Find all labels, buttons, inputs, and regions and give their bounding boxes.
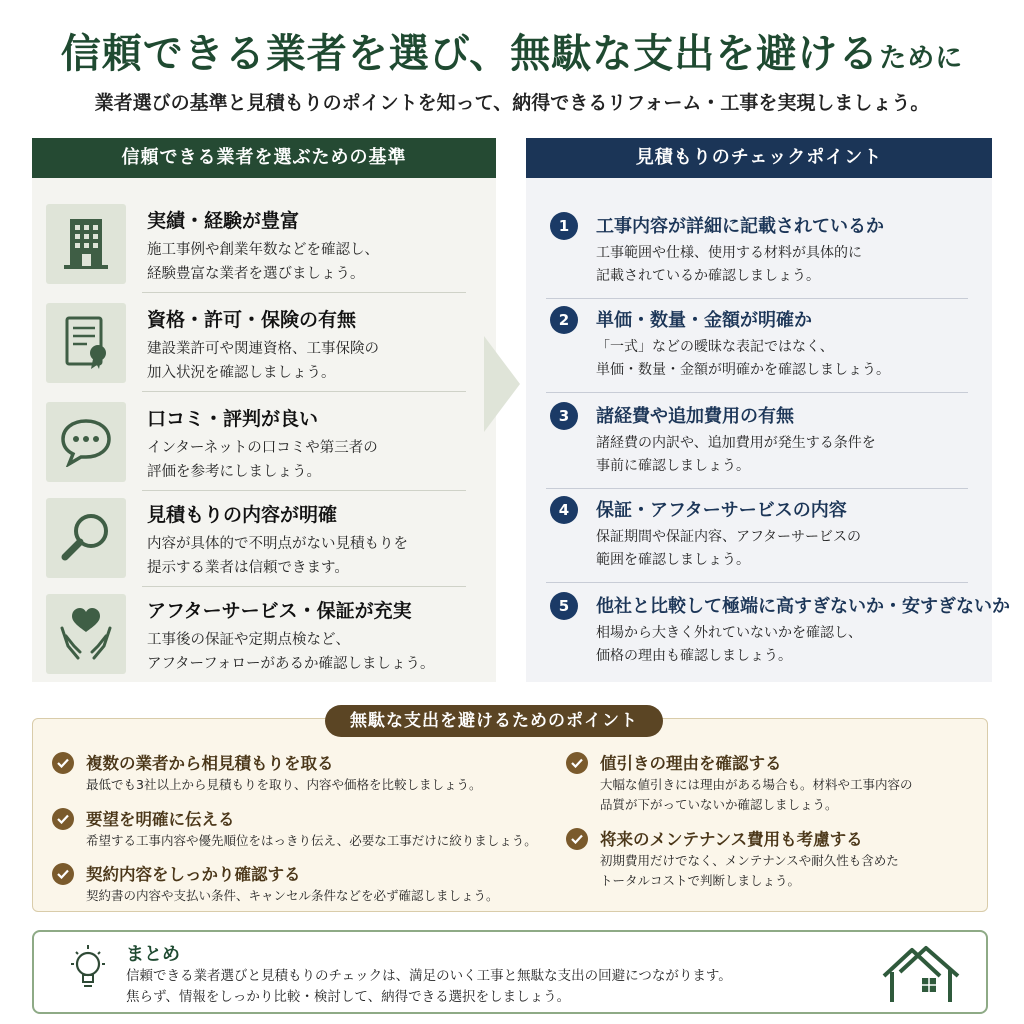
- desc-line: 品質が下がっていないか確認しましょう。: [600, 797, 838, 812]
- criteria-item-desc: [147, 628, 435, 676]
- checkpoint-item: [526, 584, 1010, 679]
- desc-line: 大幅な値引きには理由がある場合も。材料や工事内容の: [600, 777, 913, 792]
- checkpoints-panel: [526, 138, 1010, 682]
- checkmark-icon: [52, 863, 74, 885]
- criteria-heading: 信頼できる業者を選ぶための基準: [32, 138, 496, 178]
- criteria-item-desc: [147, 238, 379, 286]
- tips-heading: 無駄な支出を避けるためのポイント: [325, 705, 663, 737]
- tip-desc: 最低でも3社以上から見積もりを取り、内容や価格を比較しましょう。: [86, 777, 482, 792]
- desc-line: 内容が具体的で不明点がない見積もりを: [147, 536, 408, 552]
- criteria-item-desc: [147, 337, 379, 385]
- criteria-item-reviews: [32, 394, 496, 490]
- summary-text: [126, 966, 732, 1008]
- tip-title: 将来のメンテナンス費用も考慮する: [600, 830, 863, 849]
- tip-desc: 希望する工事内容や優先順位をはっきり伝え、必要な工事だけに絞りましょう。: [86, 833, 537, 848]
- speech-bubble-icon: [46, 402, 126, 482]
- criteria-item-estimate: [32, 490, 496, 586]
- criteria-item-title: 資格・許可・保険の有無: [147, 309, 357, 331]
- desc-line: 価格の理由も確認しましょう。: [596, 648, 792, 664]
- checkpoint-title: 保証・アフターサービスの内容: [596, 500, 847, 521]
- building-icon: [46, 204, 126, 284]
- desc-line: 評価を参考にしましょう。: [147, 464, 321, 480]
- divider: [142, 292, 466, 293]
- checkpoint-title: 工事内容が詳細に記載されているか: [596, 216, 884, 237]
- tip-title: 複数の業者から相見積もりを取る: [86, 754, 334, 773]
- checkpoint-item: [526, 204, 992, 299]
- desc-line: トータルコストで判断しましょう。: [600, 873, 801, 888]
- certificate-icon: [46, 303, 126, 383]
- page-subtitle: 業者選びの基準と見積もりのポイントを知って、納得できるリフォーム・工事を実現しましょう。: [94, 92, 930, 114]
- checkpoint-item: [526, 488, 992, 583]
- checkpoint-desc: [596, 526, 861, 572]
- desc-line: 初期費用だけでなく、メンテナンスや耐久性も含めた: [600, 853, 899, 868]
- criteria-item-title: 見積もりの内容が明確: [147, 504, 338, 526]
- checkpoint-desc: [596, 242, 862, 288]
- title-suffix: ために: [879, 43, 964, 74]
- tip-title: 要望を明確に伝える: [86, 810, 235, 829]
- desc-line: 提示する業者は信頼できます。: [147, 560, 349, 576]
- tip-title: 契約内容をしっかり確認する: [86, 865, 301, 884]
- desc-line: 建設業許可や関連資格、工事保険の: [147, 341, 379, 357]
- desc-line: 加入状況を確認しましょう。: [147, 365, 336, 381]
- desc-line: 保証期間や保証内容、アフターサービスの: [596, 529, 862, 545]
- divider: [142, 391, 466, 392]
- page-title: [0, 22, 1024, 79]
- number-badge: 1: [550, 212, 578, 240]
- house-icon: [878, 942, 964, 1006]
- checkpoints-heading: 見積もりのチェックポイント: [526, 138, 992, 178]
- divider: [546, 582, 968, 583]
- summary-line: 焦らず、情報をしっかり比較・検討して、納得できる選択をしましょう。: [126, 989, 571, 1005]
- criteria-panel: [32, 138, 496, 682]
- desc-line: 記載されているか確認しましょう。: [596, 268, 820, 284]
- desc-line: 単価・数量・金額が明確かを確認しましょう。: [596, 362, 890, 378]
- checkpoint-title: 単価・数量・金額が明確か: [596, 310, 812, 331]
- criteria-item-license: [32, 295, 496, 391]
- checkmark-icon: [52, 752, 74, 774]
- checkmark-icon: [566, 828, 588, 850]
- desc-line: インターネットの口コミや第三者の: [147, 440, 378, 456]
- arrow-right-icon: [482, 334, 522, 434]
- number-badge: 5: [550, 592, 578, 620]
- criteria-item-title: 実績・経験が豊富: [147, 210, 300, 232]
- desc-line: 事前に確認しましょう。: [596, 458, 750, 474]
- criteria-item-desc: [147, 532, 408, 580]
- magnifier-icon: [46, 498, 126, 578]
- summary-title: まとめ: [126, 944, 180, 965]
- tip-desc: 契約書の内容や支払い条件、キャンセル条件などを必ず確認しましょう。: [86, 888, 499, 903]
- checkpoint-desc: [596, 622, 862, 668]
- desc-line: 相場から大きく外れていないかを確認し、: [596, 625, 862, 641]
- summary-line: 信頼できる業者選びと見積もりのチェックは、満足のいく工事と無駄な支出の回避につながります。: [126, 968, 732, 984]
- desc-line: 諸経費の内訳や、追加費用が発生する条件を: [596, 435, 876, 451]
- checkpoint-item: [526, 298, 992, 393]
- checkmark-icon: [52, 808, 74, 830]
- tip-desc: [600, 851, 899, 891]
- desc-line: 施工事例や創業年数などを確認し、: [147, 242, 379, 258]
- number-badge: 3: [550, 402, 578, 430]
- desc-line: 工事後の保証や定期点検など、: [147, 632, 350, 648]
- desc-line: 「一式」などの曖昧な表記ではなく、: [596, 339, 834, 355]
- checkpoint-desc: [596, 336, 890, 382]
- criteria-item-experience: [32, 196, 496, 292]
- number-badge: 4: [550, 496, 578, 524]
- criteria-item-title: アフターサービス・保証が充実: [147, 600, 412, 622]
- criteria-item-title: 口コミ・評判が良い: [147, 408, 319, 430]
- desc-line: 範囲を確認しましょう。: [596, 552, 750, 568]
- desc-line: 経験豊富な業者を選びましょう。: [147, 266, 365, 282]
- heart-hands-icon: [46, 594, 126, 674]
- checkpoint-title: 諸経費や追加費用の有無: [596, 406, 794, 427]
- tip-title: 値引きの理由を確認する: [600, 754, 782, 773]
- desc-line: アフターフォローがあるか確認しましょう。: [147, 656, 435, 672]
- divider: [546, 392, 968, 393]
- lightbulb-icon: [68, 944, 108, 992]
- number-badge: 2: [550, 306, 578, 334]
- checkpoint-desc: [596, 432, 876, 478]
- checkmark-icon: [566, 752, 588, 774]
- tip-desc: [600, 775, 913, 815]
- title-main: 信頼できる業者を選び、無駄な支出を避ける: [60, 31, 880, 77]
- desc-line: 工事範囲や仕様、使用する材料が具体的に: [596, 245, 862, 261]
- summary-box: [32, 930, 988, 1014]
- checkpoint-item: [526, 394, 992, 489]
- criteria-item-aftercare: [32, 586, 496, 682]
- criteria-item-desc: [147, 436, 378, 484]
- checkpoint-title: 他社と比較して極端に高すぎないか・安すぎないか: [596, 596, 1010, 617]
